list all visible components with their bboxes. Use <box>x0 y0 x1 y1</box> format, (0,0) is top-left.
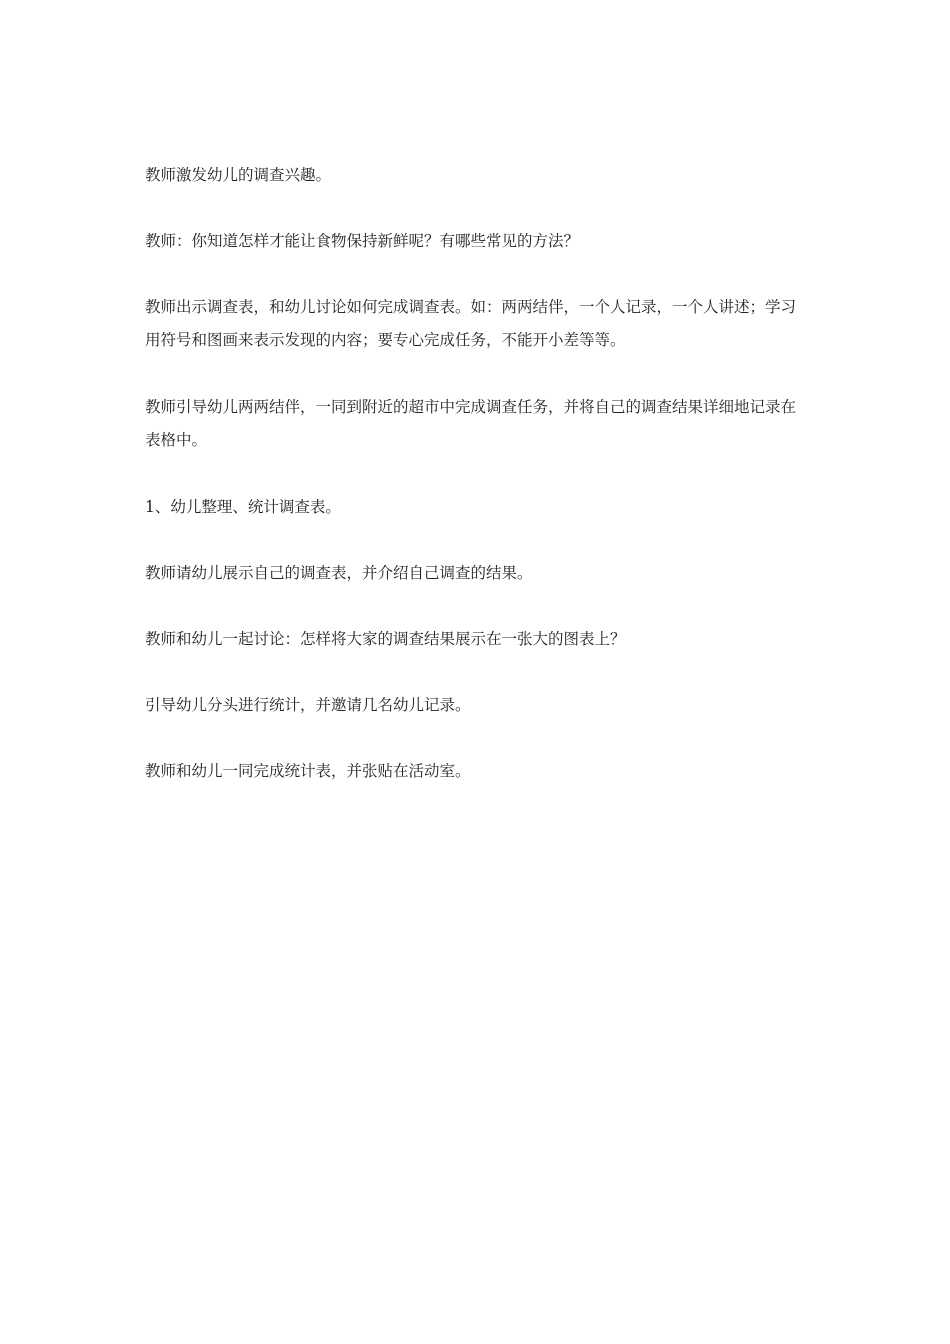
section-heading: 1、幼儿整理、统计调查表。 <box>145 498 341 516</box>
document-body <box>145 159 810 821</box>
paragraph: 教师引导幼儿两两结伴，一同到附近的超市中完成调查任务，并将自己的调查结果详细地记录在表格中。 <box>145 398 797 449</box>
paragraph: 教师激发幼儿的调查兴趣。 <box>145 166 332 184</box>
paragraph: 教师和幼儿一同完成统计表，并张贴在活动室。 <box>145 762 471 780</box>
paragraph: 教师：你知道怎样才能让食物保持新鲜呢？有哪些常见的方法？ <box>145 232 580 250</box>
paragraph: 引导幼儿分头进行统计，并邀请几名幼儿记录。 <box>145 696 471 714</box>
paragraph: 教师出示调查表，和幼儿讨论如何完成调查表。如：两两结伴，一个人记录，一个人讲述；学习用符号和图画来表示发现的内容；要专心完成任务，不能开小差等等。 <box>145 298 797 349</box>
paragraph: 教师和幼儿一起讨论：怎样将大家的调查结果展示在一张大的图表上？ <box>145 630 626 648</box>
paragraph: 教师请幼儿展示自己的调查表，并介绍自己调查的结果。 <box>145 564 533 582</box>
